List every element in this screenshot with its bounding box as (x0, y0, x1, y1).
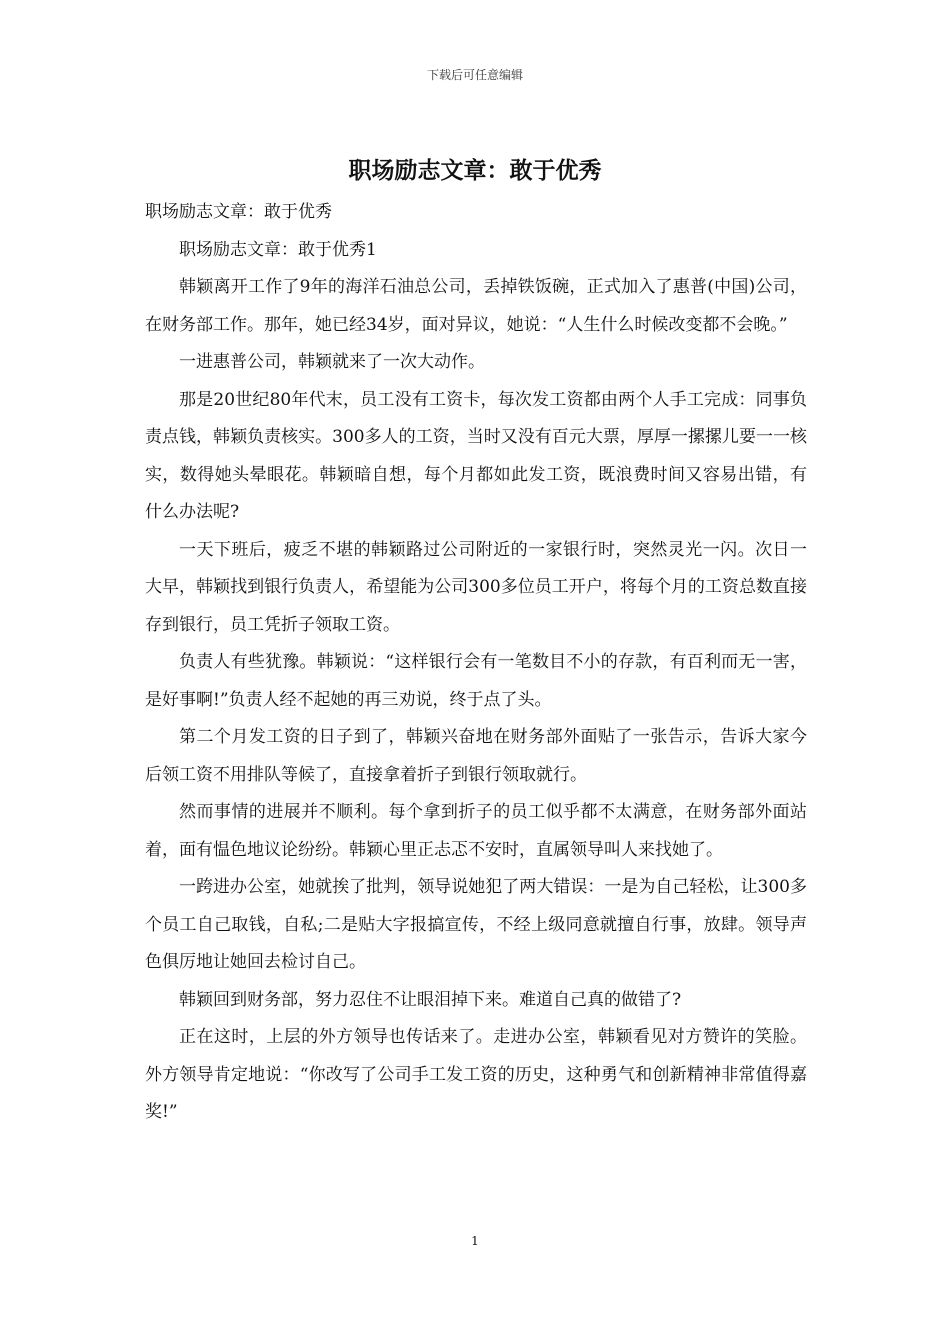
paragraph: 第二个月发工资的日子到了，韩颖兴奋地在财务部外面贴了一张告示，告诉大家今后领工资不用排队等候了，直接拿着折子到银行领取就行。 (145, 727, 807, 785)
paragraph: 负责人有些犹豫。韩颖说：“这样银行会有一笔数目不小的存款，有百利而无一害，是好事啊!”负责人经不起她的再三劝说，终于点了头。 (145, 652, 807, 710)
paragraph: 韩颖离开工作了9年的海洋石油总公司，丢掉铁饭碗，正式加入了惠普(中国)公司，在财务部工作。那年，她已经34岁，面对异议，她说：“人生什么时候改变都不会晚。” (145, 277, 807, 335)
document-title: 职场励志文章：敢于优秀 (348, 157, 602, 184)
paragraph-subtitle: 职场励志文章：敢于优秀 (145, 202, 332, 222)
document-body (145, 194, 807, 1132)
paragraph: 然而事情的进展并不顺利。每个拿到折子的员工似乎都不太满意，在财务部外面站着，面有愠色地议论纷纷。韩颖心里正忐忑不安时，直属领导叫人来找她了。 (145, 802, 807, 860)
paragraph: 韩颖回到财务部，努力忍住不让眼泪掉下来。难道自己真的做错了? (179, 989, 682, 1010)
paragraph: 一天下班后，疲乏不堪的韩颖路过公司附近的一家银行时，突然灵光一闪。次日一大早，韩颖找到银行负责人，希望能为公司300多位员工开户，将每个月的工资总数直接存到银行，员工凭折子领取工资。 (145, 539, 807, 635)
paragraph: 一进惠普公司，韩颖就来了一次大动作。 (179, 352, 485, 372)
paragraph: 正在这时，上层的外方领导也传话来了。走进办公室，韩颖看见对方赞许的笑脸。外方领导肯定地说：“你改写了公司手工发工资的历史，这种勇气和创新精神非常值得嘉奖!” (145, 1027, 807, 1122)
paragraph: 一跨进办公室，她就挨了批判，领导说她犯了两大错误：一是为自己轻松，让300多个员工自己取钱，自私;二是贴大字报搞宣传，不经上级同意就擅自行事，放肆。领导声色俱厉地让她回去检讨自己。 (145, 877, 807, 972)
paragraph-section-heading: 职场励志文章：敢于优秀1 (179, 239, 377, 260)
paragraph: 那是20世纪80年代末，员工没有工资卡，每次发工资都由两个人手工完成：同事负责点钱，韩颖负责核实。300多人的工资，当时又没有百元大票，厚厚一摞摞儿要一一核实，数得她头晕眼花。韩颖暗自想，每个月都如此发工资，既浪费时间又容易出错，有什么办法呢? (145, 389, 807, 522)
page-header: 下载后可任意编辑 (426, 68, 523, 82)
page-number: 1 (471, 1234, 479, 1248)
